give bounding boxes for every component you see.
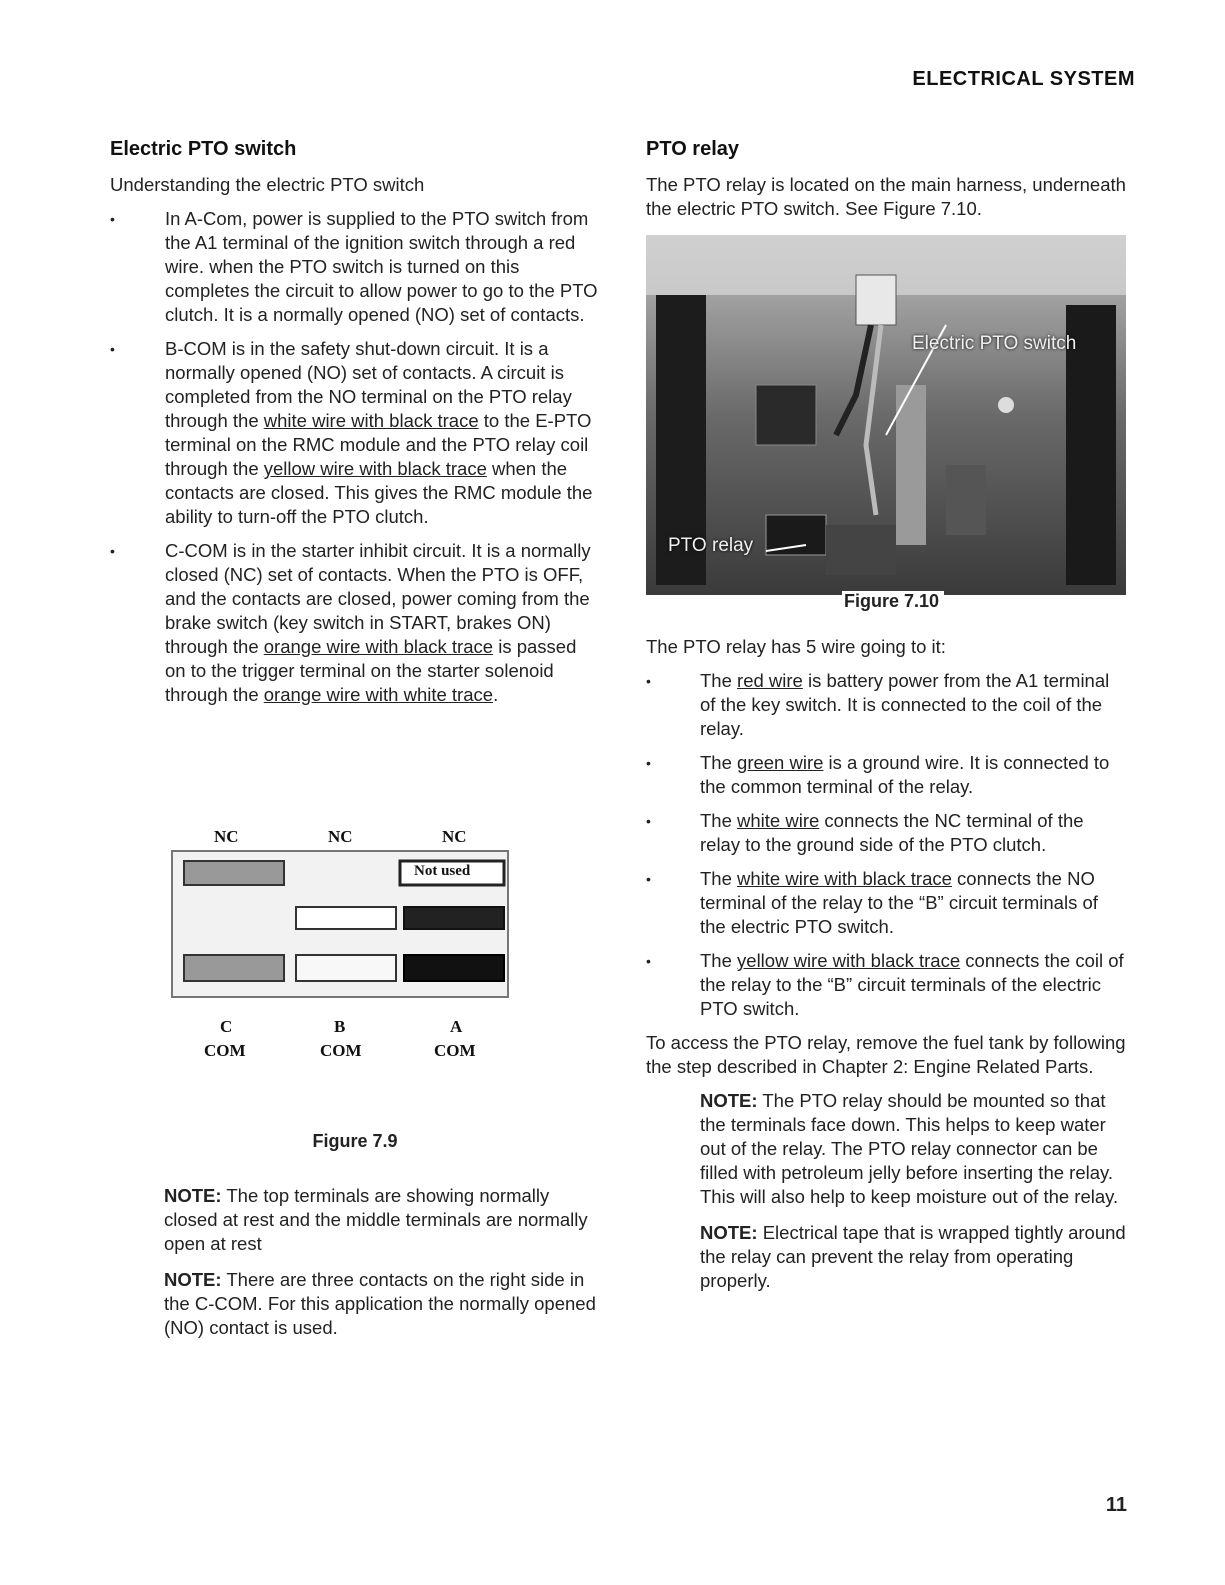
terminal-a-com [404, 955, 504, 981]
letter-c: C [220, 1017, 233, 1036]
access-instructions: To access the PTO relay, remove the fuel tank by following the step described in Chapter 2: Engine Related Parts. [646, 1032, 1126, 1077]
note-mounting: NOTE: The PTO relay should be mounted so that the terminals face down. This helps to keep water out of the relay. The PTO relay connector can be filled with petroleum jelly before inserting the relay. This will also help to keep moisture out of the relay. [700, 1090, 1119, 1207]
com-label-b: COM [320, 1041, 362, 1060]
terminal-c-nc [184, 861, 284, 885]
com-label-a: COM [434, 1041, 476, 1060]
section-header: ELECTRICAL SYSTEM [912, 68, 1135, 90]
nc-label-c: NC [214, 827, 239, 846]
left-column [110, 138, 600, 1352]
heading-pto-relay: PTO relay [646, 138, 740, 160]
note-terminals: NOTE: The top terminals are showing normally closed at rest and the middle terminals are normally open at rest [164, 1185, 588, 1254]
bullet-c-com: • C-COM is in the starter inhibit circuit. It is a normally closed (NC) set of contacts. When the PTO is OFF, and the contacts are closed, power coming from the brake switch (key switch in START, brakes ON) through the orange wire with black trace is passed on to the trigger terminal on the starter solenoid through the orange wire with white trace. [110, 539, 600, 707]
nc-label-b: NC [328, 827, 353, 846]
terminal-c-com [184, 955, 284, 981]
relay-location-text: The PTO relay is located on the main harness, underneath the electric PTO switch. See Figure 7.10. [646, 174, 1126, 219]
bullet-green-wire: • The green wire is a ground wire. It is connected to the common terminal of the relay. [646, 751, 1126, 799]
photo-label-pto-relay: PTO relay [668, 535, 754, 556]
page-number: 11 [1105, 1494, 1127, 1516]
letter-b: B [334, 1017, 346, 1036]
bullet-b-com: • B-COM is in the safety shut-down circuit. It is a normally opened (NO) set of contacts. A circuit is completed from the NO terminal on the PTO relay through the white wire with black trace to the E-PTO terminal on the RMC module and the PTO relay coil through the yellow wire with black trace when the contacts are closed. This gives the RMC module the ability to turn-off the PTO clutch. [110, 337, 600, 529]
figure-7-10-caption: Figure 7.10 [842, 591, 944, 612]
bullet-red-wire: • The red wire is battery power from the A1 terminal of the key switch. It is connected to the coil of the relay. [646, 669, 1126, 741]
terminal-a-no [404, 907, 504, 929]
photo-label-electric-pto-switch: Electric PTO switch [912, 333, 1077, 354]
intro-text: Understanding the electric PTO switch [110, 174, 425, 195]
letter-a: A [450, 1017, 463, 1036]
note-three-contacts: NOTE: There are three contacts on the right side in the C-COM. For this application the normally opened (NO) contact is used. [164, 1269, 596, 1338]
nc-label-a: NC [442, 827, 467, 846]
figure-7-9-caption: Figure 7.9 [312, 1131, 398, 1151]
not-used-label: Not used [414, 863, 471, 879]
bullet-a-com: • In A-Com, power is supplied to the PTO switch from the A1 terminal of the ignition switch through a red wire. when the PTO switch is turned on this completes the circuit to allow power to go to the PTO clutch. It is a normally opened (NO) set of contacts. [110, 207, 600, 327]
note-electrical-tape: NOTE: Electrical tape that is wrapped tightly around the relay can prevent the relay from operating properly. [700, 1222, 1126, 1291]
right-column [646, 138, 1126, 1305]
wires-intro: The PTO relay has 5 wire going to it: [646, 636, 946, 657]
figure-7-9-terminal-diagram [170, 827, 510, 1017]
bullet-white-wire: • The white wire connects the NC terminal of the relay to the ground side of the PTO clutch. [646, 809, 1126, 857]
terminal-b-no [296, 907, 396, 929]
bullet-white-black-trace-wire: • The white wire with black trace connects the NO terminal of the relay to the “B” circuit terminals of the electric PTO switch. [646, 867, 1126, 939]
com-label-c: COM [204, 1041, 246, 1060]
terminal-b-com [296, 955, 396, 981]
heading-electric-pto-switch: Electric PTO switch [110, 138, 297, 160]
bullet-yellow-black-trace-wire: • The yellow wire with black trace connects the coil of the relay to the “B” circuit terminals of the electric PTO switch. [646, 949, 1126, 1021]
figure-7-9-bottom-labels [170, 1017, 510, 1077]
figure-7-10-photo [646, 235, 1126, 611]
